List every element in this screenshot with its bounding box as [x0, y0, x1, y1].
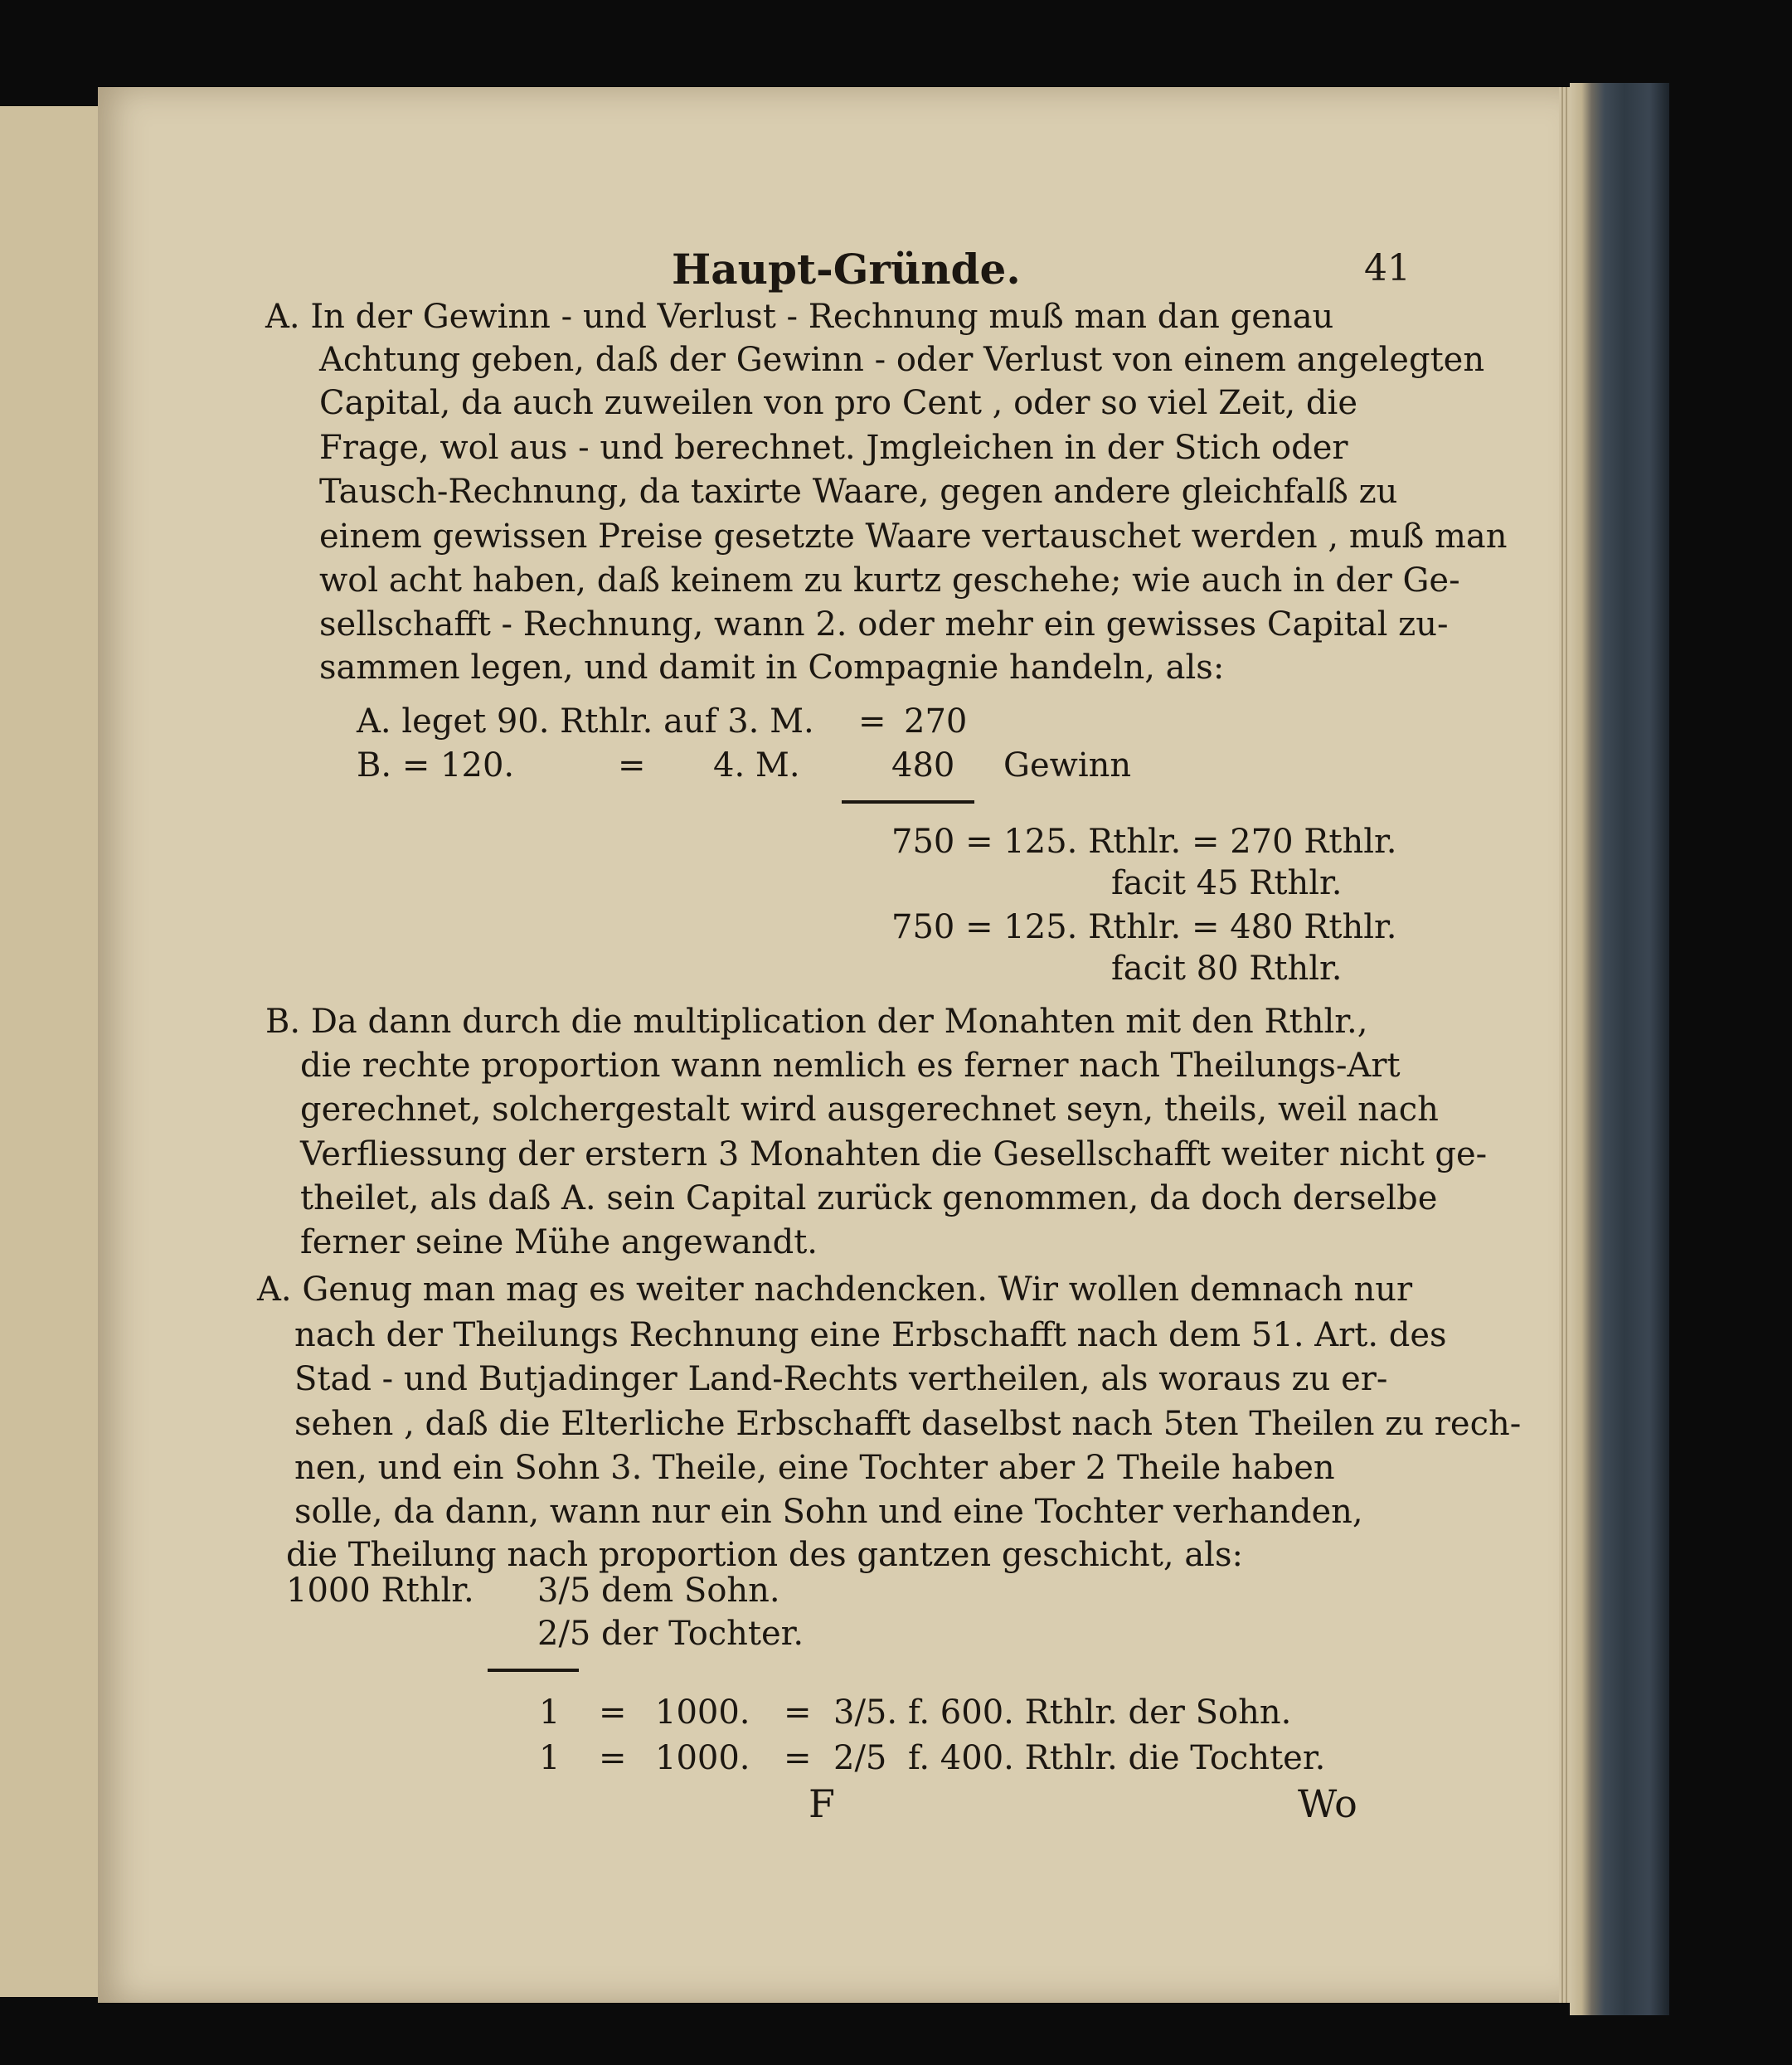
para-a2-line: A. Genug man mag es weiter nachdencken. Wir wollen demnach nur [257, 1271, 1413, 1309]
sum-rule [488, 1669, 579, 1672]
calc2-eq1-fraction: 3/5. [833, 1693, 898, 1732]
signature-mark: F [809, 1781, 835, 1826]
calc2-amount: 1000 Rthlr. [286, 1572, 474, 1610]
left-page-edge [0, 106, 100, 1997]
calc2-fraction-son: 3/5 [537, 1572, 591, 1610]
para-a1-line: Frage, wol aus - und berechnet. Jmgleichen in der Stich oder [319, 429, 1348, 467]
para-b-line: gerechnet, solchergestalt wird ausgerechnet seyn, theils, weil nach [300, 1091, 1439, 1129]
calc1-row1-value: 270 [904, 702, 968, 741]
catchword: Wo [1298, 1781, 1357, 1826]
calc2-eq2-b: 1000. [655, 1739, 750, 1777]
running-header: Haupt-Gründe. [672, 245, 1021, 294]
page-number: 41 [1364, 247, 1411, 289]
para-a1-line: Achtung geben, daß der Gewinn - oder Verlust von einem angelegten [319, 341, 1485, 379]
sum-rule [842, 800, 974, 804]
calc2-eq2-result: f. 400. Rthlr. die Tochter. [908, 1739, 1326, 1777]
calc1-facit-line: facit 80 Rthlr. [1111, 950, 1343, 988]
calc1-row1-label: A. leget 90. Rthlr. auf 3. M. [357, 702, 814, 741]
calc1-row2-label: B. = 120. [357, 746, 515, 785]
calc1-result-line: 750 = 125. Rthlr. = 480 Rthlr. [891, 908, 1397, 946]
calc2-eq1-sep: = [599, 1693, 627, 1732]
para-b-line: ferner seine Mühe angewandt. [300, 1223, 818, 1261]
calc1-row2-months: 4. M. [713, 746, 800, 785]
para-a2-line: Stad - und Butjadinger Land-Rechts vertheilen, als woraus zu er- [294, 1360, 1388, 1398]
para-b-line: Verfliessung der erstern 3 Monahten die Gesellschafft weiter nicht ge- [300, 1135, 1488, 1173]
para-a2-line: sehen , daß die Elterliche Erbschafft daselbst nach 5ten Theilen zu rech- [294, 1405, 1522, 1443]
calc1-facit-line: facit 45 Rthlr. [1111, 864, 1343, 902]
calc2-eq1-result: f. 600. Rthlr. der Sohn. [908, 1693, 1292, 1732]
para-a2-line: die Theilung nach proportion des gantzen geschicht, als: [286, 1536, 1243, 1574]
calc2-eq2-a: 1 [539, 1739, 561, 1777]
para-b-line: theilet, als daß A. sein Capital zurück genommen, da doch derselbe [300, 1179, 1438, 1217]
para-a2-line: solle, da dann, wann nur ein Sohn und eine Tochter verhanden, [294, 1493, 1363, 1531]
para-a1-line: sellschafft - Rechnung, wann 2. oder mehr ein gewisses Capital zu- [319, 605, 1449, 644]
calc2-son-label: dem Sohn. [601, 1572, 780, 1610]
para-b-line: die rechte proportion wann nemlich es ferner nach Theilungs-Art [300, 1047, 1401, 1085]
calc2-fraction-daughter: 2/5 [537, 1615, 591, 1653]
calc2-eq2-sep: = [784, 1739, 812, 1777]
calc2-eq1-sep: = [784, 1693, 812, 1732]
para-a2-line: nach der Theilungs Rechnung eine Erbschafft nach dem 51. Art. des [294, 1316, 1447, 1354]
calc2-eq1-a: 1 [539, 1693, 561, 1732]
calc1-result-line: 750 = 125. Rthlr. = 270 Rthlr. [891, 823, 1397, 861]
para-a1-line: A. In der Gewinn - und Verlust - Rechnung muß man dan genau [265, 298, 1334, 336]
para-a1-line: einem gewissen Preise gesetzte Waare vertauschet werden , muß man [319, 517, 1508, 556]
calc1-row2-label-gain: Gewinn [1003, 746, 1132, 785]
para-a1-line: wol acht haben, daß keinem zu kurtz geschehe; wie auch in der Ge- [319, 561, 1460, 600]
calc2-daughter-label: der Tochter. [601, 1615, 804, 1653]
para-b-line: B. Da dann durch die multiplication der Monahten mit den Rthlr., [265, 1003, 1368, 1041]
para-a2-line: nen, und ein Sohn 3. Theile, eine Tochter aber 2 Theile haben [294, 1449, 1335, 1487]
calc2-eq1-b: 1000. [655, 1693, 750, 1732]
calc2-eq2-sep: = [599, 1739, 627, 1777]
para-a1-line: sammen legen, und damit in Compagnie handeln, als: [319, 649, 1225, 687]
calc2-eq2-fraction: 2/5 [833, 1739, 887, 1777]
para-a1-line: Tausch-Rechnung, da taxirte Waare, gegen andere gleichfalß zu [319, 473, 1398, 511]
para-a1-line: Capital, da auch zuweilen von pro Cent , oder so viel Zeit, die [319, 384, 1357, 422]
calc1-row2-value: 480 [891, 746, 955, 785]
book-cover-edge [1570, 83, 1669, 2015]
calc1-row1-sep: = [858, 702, 886, 741]
calc1-row2-sep: = [618, 746, 646, 785]
